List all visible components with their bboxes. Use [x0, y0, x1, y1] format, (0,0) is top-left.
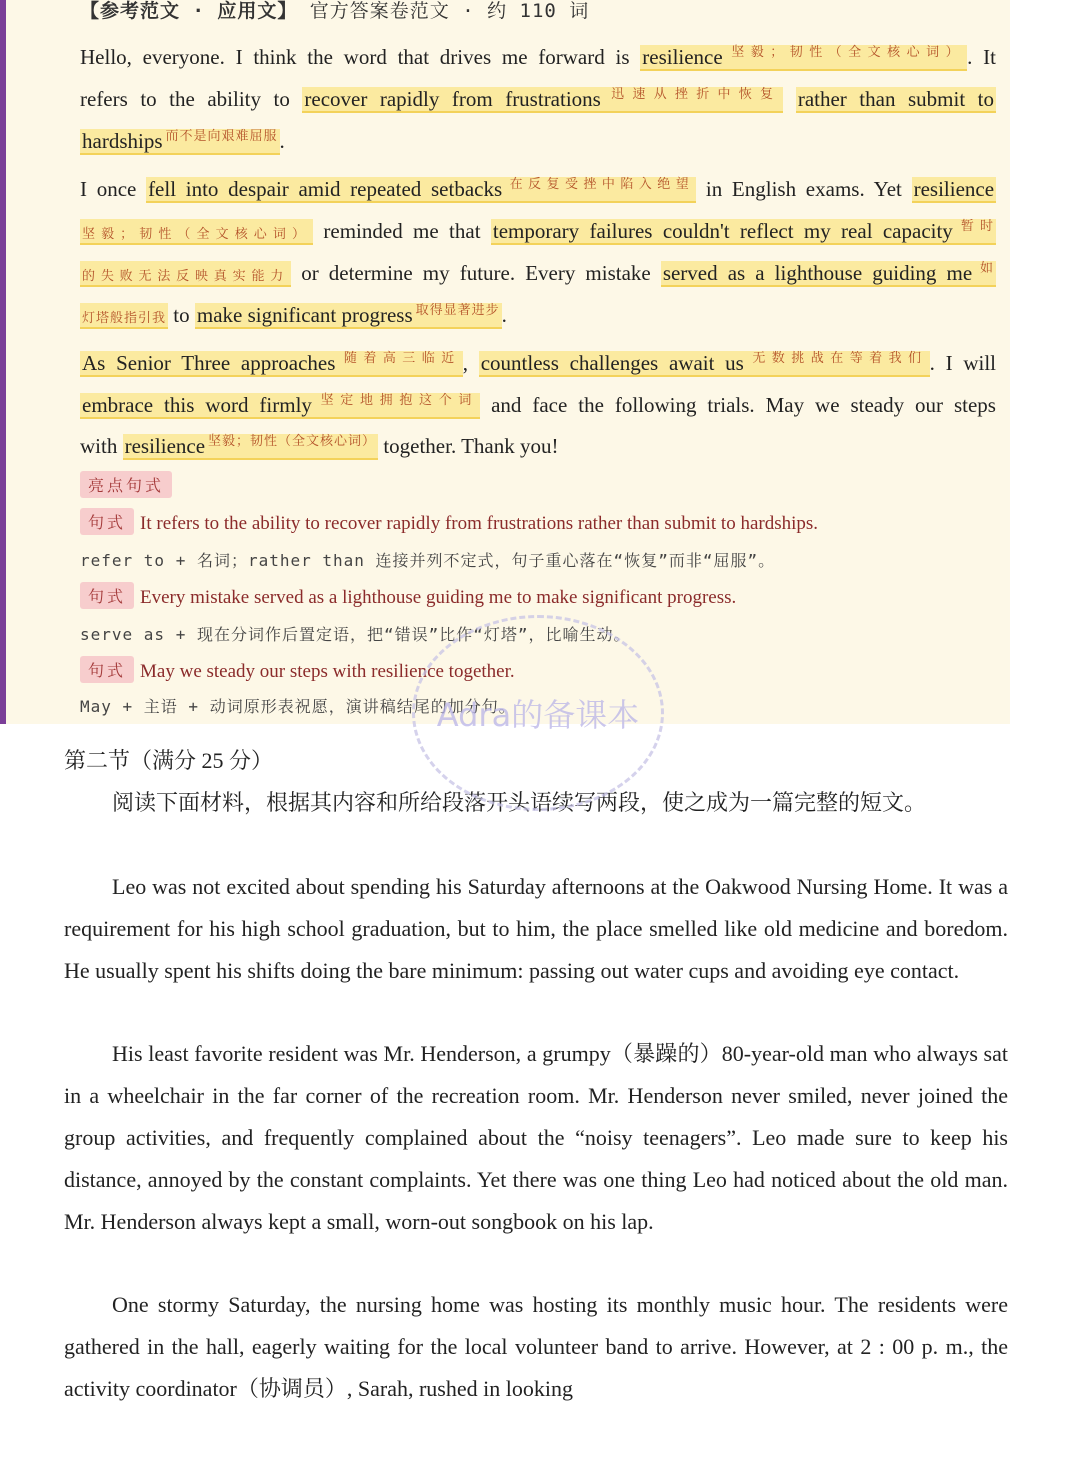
annotation: 如 [975, 261, 994, 276]
watermark-text: Adra的备课本 [436, 696, 640, 734]
essay-line [80, 386, 996, 420]
header-title-rest: 官方答案卷范文 · 约 110 词 [309, 0, 590, 22]
annotation: 取得显著进步 [415, 303, 500, 318]
annotation: 坚定地拥抱这个词 [314, 393, 479, 408]
highlight-explanation: serve as + 现在分词作后置定语，把“错误”比作“灯塔”，比喻生动。 [80, 625, 631, 644]
highlight-sentence: 句式 It refers to the ability to recover rapidly from frustrations rather than submit to hardships. [80, 508, 818, 535]
highlight-phrase: resilience $^{坚毅;韧性(全文核心词)}$ [124, 434, 377, 458]
highlight-explanation: May + 主语 + 动词原形表祝愿，演讲稿结尾的加分句。 [80, 697, 516, 716]
highlight-phrase: recover rapidly from frustrations $^{迅速从挫折中恢复}$ [304, 87, 782, 111]
section-instruction: 阅读下面材料，根据其内容和所给段落开头语续写两段，使之成为一篇完整的短文。 [112, 790, 927, 815]
highlight-note: 坚毅；韧性（全文核心词） [80, 219, 313, 245]
annotation: 随着高三临近 [338, 351, 461, 366]
highlights-label: 亮点句式 [80, 471, 172, 498]
essay-line [80, 38, 996, 72]
highlight-phrase: resilience [913, 177, 995, 201]
essay-text: refers to the ability to [80, 87, 290, 111]
essay-text: to [173, 303, 190, 327]
pattern-tag: 句式 [80, 656, 134, 683]
story-paragraph: His least favorite resident was Mr. Henderson, a grumpy（暴躁的）80-year-old man who always sat in a wheelchair in the far corner of the recreation room. Mr. Henderson never smiled, never joined the group activities, and frequently complained about the “noisy teenagers”. Leo made sure to keep his distance, annoyed by the constant complaints. Yet there was one thing Leo had noticed about the old man. Mr. Henderson always kept a small, worn-out songbook on his lap. [64, 1041, 1008, 1234]
essay-line: 灯塔般指引我 to make significant progress $^{取得显著进步}$. [82, 303, 507, 327]
essay-text: and face the following trials. May we steady our steps [491, 393, 996, 417]
essay-text: in English exams. Yet [705, 177, 902, 201]
story-paragraph: One stormy Saturday, the nursing home was hosting its monthly music hour. The residents were gathered in the hall, eagerly waiting for the local volunteer band to arrive. However, at 2 : 00 p. m., the activity coordinator（协调员）, Sarah, rushed in looking [64, 1292, 1008, 1401]
highlight-phrase: embrace this word firmly $^{坚定地拥抱这个词}$ [82, 393, 479, 417]
essay-line: hardships $^{而不是向艰难屈服}$. [82, 129, 285, 153]
highlight-phrase: fell into despair amid repeated setbacks $^{在反复受挫中陷入绝望}$ [148, 177, 695, 201]
highlight-phrase: countless challenges await us $^{无数挑战在等着我们}$ [480, 351, 928, 375]
essay-text: . It [967, 45, 996, 69]
highlight-phrase: As Senior Three approaches $^{随着高三临近}$ [82, 351, 461, 375]
highlight-note: 的失败无法反映真实能力 [80, 261, 291, 287]
highlight-phrase: rather than submit to [797, 87, 995, 111]
essay-line [80, 170, 996, 204]
highlight-phrase: temporary failures couldn't reflect my real capacity $^{暂时}$ [492, 219, 994, 243]
annotation: 暂时 [955, 219, 994, 234]
essay-text: together. Thank you! [383, 434, 559, 458]
annotation: 在反复受挫中陷入绝望 [505, 177, 695, 192]
essay-text: Hello, everyone. I think the word that drives me forward is [80, 45, 630, 69]
story-paragraph: Leo was not excited about spending his Saturday afternoons at the Oakwood Nursing Home. It was a requirement for his high school graduation, but to him, the place smelled like old medicine and boredom. He usually spent his shifts doing the bare minimum: passing out water cups and avoiding eye contact. [64, 874, 1008, 983]
essay-line [80, 254, 996, 292]
pattern-tag: 句式 [80, 508, 134, 535]
essay-line [80, 80, 996, 114]
highlight-explanation: refer to + 名词；rather than 连接并列不定式，句子重心落在“恢复”而非“屈服”。 [80, 551, 776, 570]
highlight-note: 灯塔般指引我 [80, 303, 168, 329]
essay-text: . I will [929, 351, 996, 375]
annotation: 无数挑战在等着我们 [746, 351, 928, 366]
annotation: 坚毅；韧性（全文核心词） [208, 434, 377, 449]
highlight-phrase: hardships $^{而不是向艰难屈服}$ [82, 129, 278, 153]
essay-line: As Senior Three approaches $^{随着高三临近}$, countless challenges await us $^{无数挑战在等着我们}$. I will [82, 351, 996, 375]
annotation: 而不是向艰难屈服 [165, 129, 278, 144]
highlight-phrase: make significant progress $^{取得显著进步}$ [196, 303, 500, 327]
highlight-sentence: 句式 May we steady our steps with resilience together. [80, 656, 515, 683]
essay-line [80, 212, 996, 250]
header-title-bold: 【参考范文 · 应用文】 [80, 0, 298, 22]
highlight-phrase: resilience $^{坚毅;韧性(全文核心词)}$ [642, 45, 966, 69]
pattern-tag: 句式 [80, 582, 134, 609]
essay-line [80, 427, 996, 461]
section-heading: 第二节（满分 25 分） [64, 748, 274, 773]
essay-text: with [80, 434, 118, 458]
annotation: 坚毅；韧性（全文核心词） [725, 45, 966, 60]
highlight-phrase: served as a lighthouse guiding me $^如$ [662, 261, 994, 285]
annotation: 迅速从挫折中恢复 [603, 87, 782, 102]
highlight-sentence: 句式 Every mistake served as a lighthouse guiding me to make significant progress. [80, 582, 736, 609]
essay-text: reminded me that [323, 219, 481, 243]
essay-text: or determine my future. Every mistake [301, 261, 651, 285]
essay-text: I once [80, 177, 137, 201]
essay-header [80, 0, 589, 23]
